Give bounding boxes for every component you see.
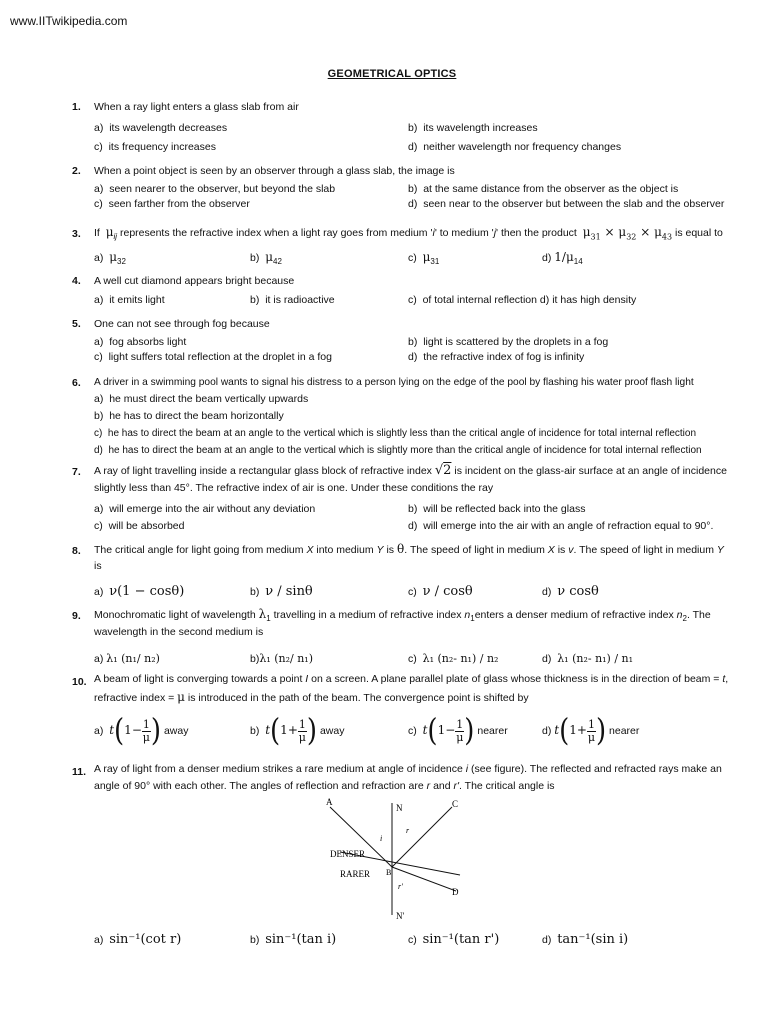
q11-text: A ray of light from a denser medium strikes a rare medium at angle of incidence i (see figure). The reflected and refracted rays make an xyxy=(94,763,722,775)
q6-option-a: a) he must direct the beam vertically upwards xyxy=(94,393,309,405)
q6-option-b: b) he has to direct the beam horizontally xyxy=(94,410,284,422)
q9-option-b: b)λ₁ (n₂/ n₁) xyxy=(250,652,313,665)
q3-number: 3. xyxy=(72,228,81,240)
q2-text: When a point object is seen by an observer through a glass slab, the image is xyxy=(94,165,455,177)
q8-text-line2: is xyxy=(94,560,102,572)
q2-option-a: a) seen nearer to the observer, but beyond the slab xyxy=(94,183,336,195)
q4-text: A well cut diamond appears bright because xyxy=(94,275,295,287)
q8-option-a: a) ν(1 − cosθ) xyxy=(94,584,185,599)
q9-text-line2: wavelength in the second medium is xyxy=(94,626,264,638)
q11-number: 11. xyxy=(72,766,87,778)
q3-option-d: d) $1/\mu_{14}$ xyxy=(542,250,583,267)
q4-number: 4. xyxy=(72,275,81,287)
q2-option-d: d) seen near to the observer but between the slab and the observer xyxy=(408,198,725,210)
q1-option-c: c) its frequency increases xyxy=(94,141,216,153)
label-A: A xyxy=(326,797,333,807)
q9-option-c: c) λ₁ (n₂- n₁) / n₂ xyxy=(408,652,499,665)
site-url[interactable]: www.IITwikipedia.com xyxy=(10,14,128,28)
q9-text: Monochromatic light of wavelength $\lambda_1$ travelling in a medium of refractive index $n_1enters$ a denser medium of refractive index $n_2$. The xyxy=(94,607,711,624)
q11-option-a: a) sin⁻¹(cot r) xyxy=(94,932,182,947)
q8-text: The critical angle for light going from medium X into medium Y is θ. The speed of light in medium X is v. The speed of light in medium Y xyxy=(94,542,724,556)
label-D: D xyxy=(452,887,459,897)
q7-option-d: d) will emerge into the air with an angle of refraction equal to 90°. xyxy=(408,520,714,532)
q8-number: 8. xyxy=(72,545,81,557)
q5-option-d: d) the refractive index of fog is infinity xyxy=(408,351,585,363)
q9-option-a: a) λ₁ (n₁/ n₂) xyxy=(94,652,160,665)
page-title: GEOMETRICAL OPTICS xyxy=(327,68,457,80)
q6-option-c: c) he has to direct the beam at an angle to the vertical which is slightly less than the critical angle of incidence for total internal reflection xyxy=(94,428,697,439)
q3-option-b: b) $\mu_{42}$ xyxy=(250,250,282,267)
q11-option-c: c) sin⁻¹(tan r') xyxy=(408,932,500,947)
q11-text-line2: angle of 90° with each other. The angles of reflection and refraction are r and r'. The critical angle is xyxy=(94,780,555,792)
q8-option-c: c) ν / cosθ xyxy=(408,584,473,599)
q9-number: 9. xyxy=(72,610,81,622)
label-rarer: RARER xyxy=(340,869,371,879)
q8-option-b: b) ν / sinθ xyxy=(250,584,313,599)
q6-number: 6. xyxy=(72,377,81,389)
q2-option-c: c) seen farther from the observer xyxy=(94,198,250,210)
q2-option-b: b) at the same distance from the observer as the object is xyxy=(408,183,679,195)
q5-option-a: a) fog absorbs light xyxy=(94,336,187,348)
q11-option-b: b) sin⁻¹(tan i) xyxy=(250,932,337,947)
q1-option-a: a) its wavelength decreases xyxy=(94,122,228,134)
q6-option-d: d) he has to direct the beam at an angle to the vertical which is slightly more than the critical angle of incidence for total internal reflection xyxy=(94,445,702,456)
label-i: i xyxy=(380,834,383,843)
q7-text-line2: slightly less than 45°. The refractive index of air is one. Under these conditions the ray xyxy=(94,482,494,494)
q10-text: A beam of light is converging towards a point I on a screen. A plane parallel plate of glass whose thickness is in the direction of beam = t, xyxy=(94,673,729,685)
label-r: r xyxy=(406,826,410,835)
q4-option-b: b) it is radioactive xyxy=(250,294,335,306)
q10-number: 10. xyxy=(72,676,87,688)
q7-option-a: a) will emerge into the air without any deviation xyxy=(94,503,316,515)
label-N: N xyxy=(396,803,403,813)
q3-option-c: c) $\mu_{31}$ xyxy=(408,250,440,267)
q5-option-b: b) light is scattered by the droplets in a fog xyxy=(408,336,609,348)
q8-option-d: d) ν cosθ xyxy=(542,584,599,599)
q6-text: A driver in a swimming pool wants to signal his distress to a person lying on the edge of the pool by flashing his water proof flash light xyxy=(94,377,694,388)
q3-option-a: a) $\mu_{32}$ xyxy=(94,250,126,267)
q7-number: 7. xyxy=(72,466,81,478)
label-denser: DENSER xyxy=(330,849,366,859)
q1-number: 1. xyxy=(72,101,81,113)
q3-text: If $\mu_{ij}$ represents the refractive index when a light ray goes from medium 'i' to medium 'j' then the product $\mu_{31} \times \mu_{32} \times \mu_{43}$ is equal to xyxy=(94,225,723,242)
label-r-prime: r' xyxy=(398,882,403,891)
q1-option-b: b) its wavelength increases xyxy=(408,122,538,134)
q1-option-d: d) neither wavelength nor frequency changes xyxy=(408,141,622,153)
q11-option-d: d) tan⁻¹(sin i) xyxy=(542,932,629,947)
q10-option-a: a) t(1− $\frac{1}{\mu}$ ) away xyxy=(94,713,189,749)
q7-text-line1: A ray of light travelling inside a rectangular glass block of refractive index √2 is incident on the glass-air surface at an angle of incidence xyxy=(94,463,727,478)
label-C: C xyxy=(452,799,459,809)
q10-text-line2: refractive index = μ is introduced in the path of the beam. The convergence point is shifted by xyxy=(94,690,529,704)
label-N-prime: N' xyxy=(396,911,405,921)
q2-number: 2. xyxy=(72,165,81,177)
q10-option-b: b) t(1+ $\frac{1}{\mu}$ ) away xyxy=(250,713,345,749)
q4-option-c-d: c) of total internal reflection d) it has high density xyxy=(408,294,637,306)
q5-option-c: c) light suffers total reflection at the droplet in a fog xyxy=(94,351,332,363)
q7-option-b: b) will be reflected back into the glass xyxy=(408,503,586,515)
q9-option-d: d) λ₁ (n₂- n₁) / n₁ xyxy=(542,652,634,665)
q7-option-c: c) will be absorbed xyxy=(94,520,185,532)
q5-text: One can not see through fog because xyxy=(94,318,270,330)
q5-number: 5. xyxy=(72,318,81,330)
q10-option-d: d) t(1+ $\frac{1}{\mu}$ ) nearer xyxy=(542,713,640,749)
label-B: B xyxy=(386,868,392,877)
refraction-figure xyxy=(320,795,480,925)
q10-option-c: c) t(1− $\frac{1}{\mu}$ ) nearer xyxy=(408,713,508,749)
q1-text: When a ray light enters a glass slab from air xyxy=(94,101,299,113)
q4-option-a: a) it emits light xyxy=(94,294,165,306)
